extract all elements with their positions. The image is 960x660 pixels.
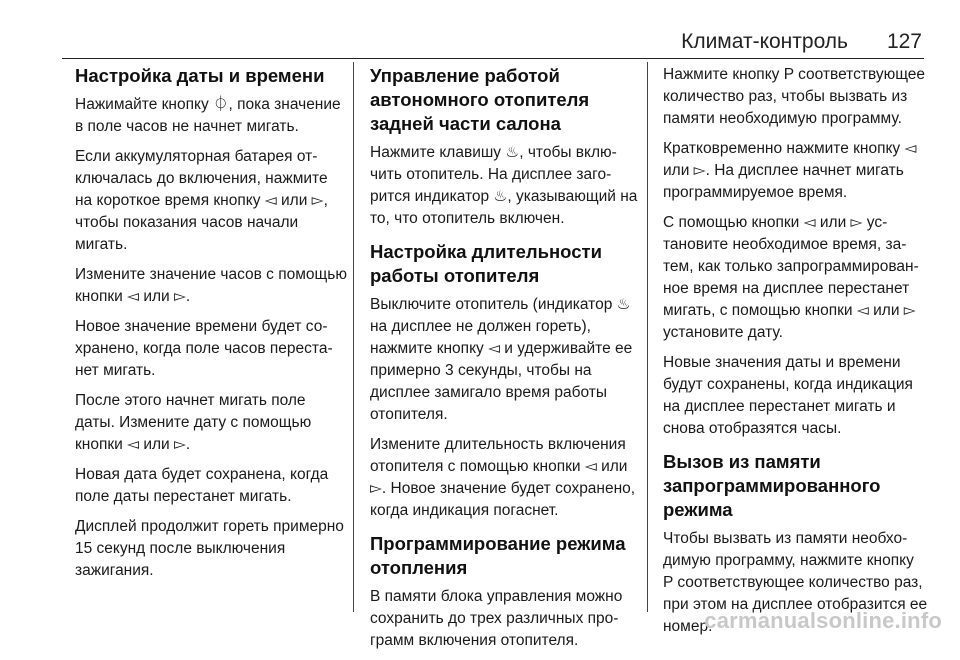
paragraph: Чтобы вызвать из памяти необходимую программу, нажмите кнопку P соответствующее количество раз, при этом на дисплее отобразится ее номер. — [663, 530, 928, 635]
paragraph: После этого начнет мигать поле даты. Измените дату с помощью кнопки ◅ или ▻. — [75, 392, 312, 453]
paragraph: С помощью кнопки ◅ или ▻ установите необходимое время, затем, как только запрограммированное время на дисплее перестанет мигать, с помощью кнопки ◅ или ▻ установите дату. — [663, 214, 919, 341]
section-heading-heater-control: Управление работой автономного отопителя задней части салона — [370, 65, 590, 134]
paragraph: Измените длительность включения отопителя с помощью кнопки ◅ или ▻. Новое значение будет сохранено, когда индикация погаснет. — [370, 436, 636, 519]
paragraph: Если аккумуляторная батарея отключалась до включения, нажмите на короткое время кнопку ◅ или ▻, чтобы показания часов начали мигать. — [75, 148, 328, 253]
section-heating-programming — [370, 532, 638, 652]
section-heading-heating-programming: Программирование режима отопления — [370, 533, 626, 578]
paragraph: Нажимайте кнопку ⏀, пока значение в поле часов не начнет мигать. — [75, 96, 341, 135]
paragraph: Кратковременно нажмите кнопку ◅ или ▻. На дисплее начнет мигать программируемое время. — [663, 140, 917, 201]
page-number: 127 — [886, 30, 922, 53]
paragraph: Новая дата будет сохранена, когда поле даты перестанет мигать. — [75, 466, 329, 505]
section-program-steps — [663, 64, 928, 440]
watermark: carmanualsonline.info — [704, 608, 942, 633]
paragraph: В памяти блока управления можно сохранить до трех различных программ включения отопителя. — [370, 588, 623, 649]
page-title: Климат-контроль — [681, 30, 848, 53]
column-3 — [663, 64, 928, 646]
paragraph: Дисплей продолжит гореть примерно 15 секунд после выключения зажигания. — [75, 518, 344, 579]
paragraph: Измените значение часов с помощью кнопки ◅ или ▻. — [75, 266, 347, 305]
column-divider-2 — [647, 62, 648, 612]
section-heading-recall-program: Вызов из памяти запрограммированного режима — [663, 451, 881, 520]
section-heading-date-time: Настройка даты и времени — [75, 65, 325, 86]
paragraph: Новые значения даты и времени будут сохранены, когда индикация на дисплее перестанет мигать и снова отобразятся часы. — [663, 354, 913, 437]
page-header — [62, 18, 924, 56]
paragraph: Нажмите кнопку P соответствующее количество раз, чтобы вызвать из памяти необходимую программу. — [663, 66, 926, 127]
paragraph: Нажмите клавишу ♨, чтобы включить отопитель. На дисплее загорится индикатор ♨, указывающий на то, что отопитель включен. — [370, 144, 638, 227]
header-divider — [62, 58, 924, 59]
column-divider-1 — [353, 62, 354, 612]
paragraph: Выключите отопитель (индикатор ♨ на дисплее не должен гореть), нажмите кнопку ◅ и удерживайте ее примерно 3 секунды, чтобы на дисплее замигало время работы отопителя. — [370, 296, 633, 423]
section-heading-heater-duration: Настройка длительности работы отопителя — [370, 241, 602, 286]
paragraph: Новое значение времени будет сохранено, когда поле часов перестанет мигать. — [75, 318, 333, 379]
section-heater-duration — [370, 240, 638, 522]
section-heater-control — [370, 64, 638, 230]
column-1 — [75, 64, 347, 590]
column-2 — [370, 64, 638, 660]
